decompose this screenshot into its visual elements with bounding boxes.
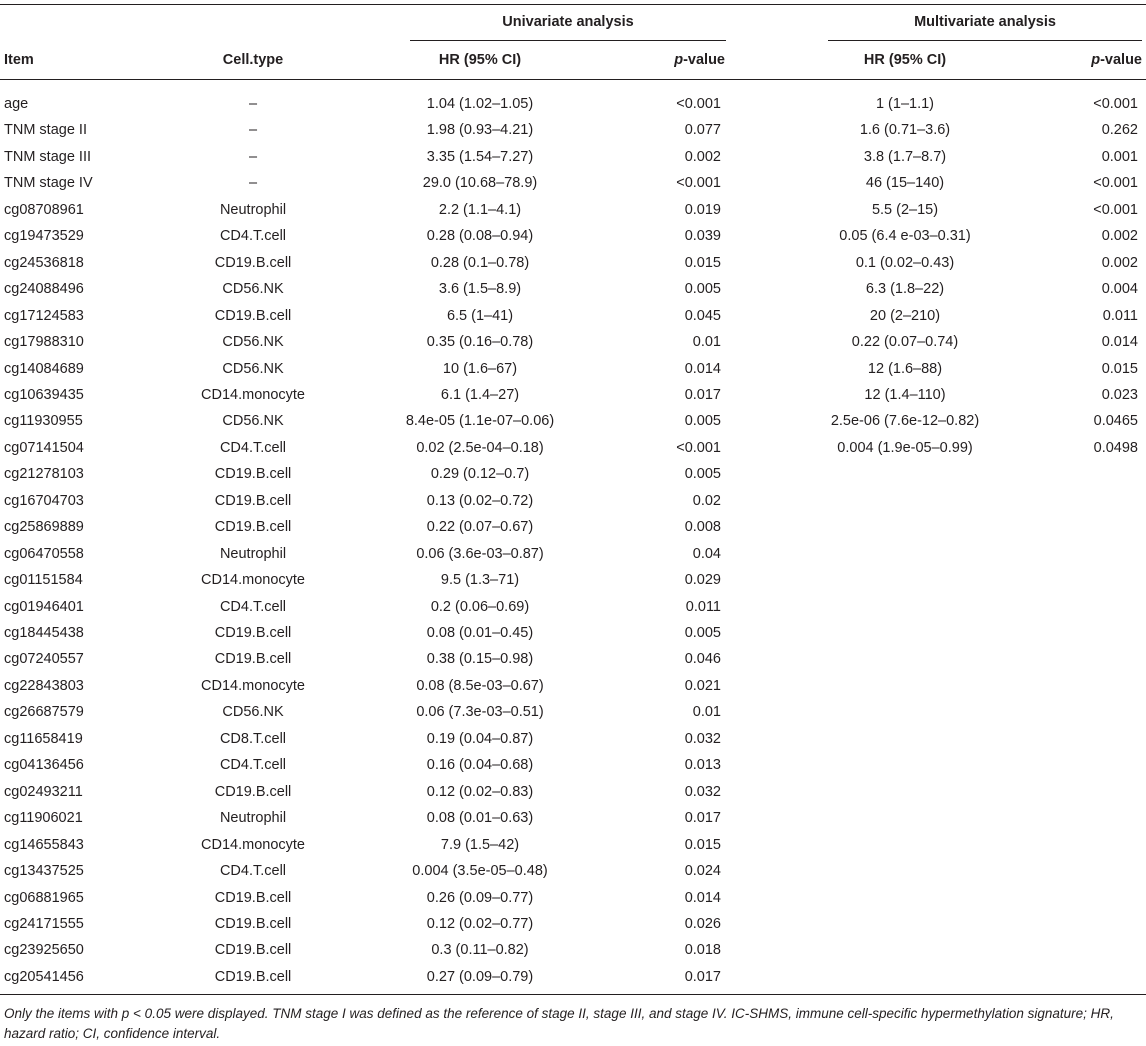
cell-univariate-hr: 2.2 (1.1–4.1) (438, 201, 522, 218)
table-row (0, 887, 1146, 913)
cell-cell-type: CD19.B.cell (214, 519, 292, 536)
cell-univariate-p: 0.077 (684, 122, 721, 139)
cell-multivariate-hr: 6.3 (1.8–22) (865, 281, 945, 298)
cell-univariate-p: <0.001 (676, 175, 721, 192)
cell-cell-type: CD19.B.cell (214, 254, 292, 271)
cell-item: cg01946401 (4, 598, 84, 615)
table-row (0, 569, 1146, 595)
cell-item: cg06881965 (4, 889, 84, 906)
cell-univariate-p: 0.002 (684, 148, 721, 165)
cell-univariate-p: 0.01 (692, 334, 721, 351)
table-row (0, 93, 1146, 119)
table-row (0, 119, 1146, 145)
cell-item: cg10639435 (4, 386, 84, 403)
cell-multivariate-p: 0.001 (1101, 148, 1138, 165)
cell-univariate-p: 0.032 (684, 783, 721, 800)
cell-item: cg24536818 (4, 254, 84, 271)
cell-univariate-hr: 3.6 (1.5–8.9) (438, 281, 522, 298)
cell-univariate-hr: 0.004 (3.5e-05–0.48) (412, 863, 548, 880)
table-row (0, 516, 1146, 542)
cell-multivariate-hr: 12 (1.4–110) (864, 386, 946, 403)
cell-univariate-hr: 0.08 (8.5e-03–0.67) (416, 677, 544, 694)
cell-multivariate-hr: 3.8 (1.7–8.7) (863, 148, 947, 165)
cell-univariate-hr: 0.3 (0.11–0.82) (431, 942, 529, 959)
table-row (0, 728, 1146, 754)
table-row (0, 225, 1146, 251)
cell-item: cg16704703 (4, 492, 84, 509)
cell-item: cg23925650 (4, 942, 84, 959)
cell-cell-type: CD14.monocyte (201, 386, 305, 403)
cell-univariate-p: 0.046 (684, 651, 721, 668)
cell-univariate-p: 0.045 (684, 307, 721, 324)
cell-cell-type: Neutrophil (219, 810, 287, 827)
cell-multivariate-hr: 1.6 (0.71–3.6) (859, 122, 951, 139)
cell-cell-type: CD4.T.cell (219, 757, 287, 774)
cell-item: cg17124583 (4, 307, 84, 324)
cell-cell-type: CD19.B.cell (214, 625, 292, 641)
cell-univariate-hr: 29.0 (10.68–78.9) (422, 175, 538, 192)
cell-cell-type: CD19.B.cell (214, 783, 292, 800)
cell-cell-type: CD56.NK (222, 704, 284, 721)
cell-multivariate-p: 0.015 (1101, 360, 1138, 377)
table-row (0, 305, 1146, 331)
cell-item: cg08708961 (4, 201, 84, 218)
cell-univariate-hr: 9.5 (1.3–71) (440, 572, 520, 589)
cell-item: cg13437525 (4, 863, 84, 880)
cell-cell-type: CD8.T.cell (219, 730, 287, 747)
cell-multivariate-p: 0.002 (1101, 254, 1138, 271)
cell-univariate-p: 0.017 (684, 810, 721, 827)
cell-univariate-hr: 0.2 (0.06–0.69) (430, 598, 530, 615)
cell-multivariate-p: 0.0498 (1093, 439, 1138, 456)
cell-cell-type: – (248, 122, 258, 139)
cell-multivariate-p: <0.001 (1093, 201, 1138, 218)
cell-univariate-p: 0.039 (684, 228, 721, 245)
cell-univariate-hr: 0.08 (0.01–0.45) (426, 625, 534, 641)
cell-univariate-p: 0.005 (684, 625, 721, 641)
cell-univariate-p: 0.029 (684, 572, 721, 589)
cell-item: cg21278103 (4, 466, 84, 483)
table-row (0, 199, 1146, 225)
table-row (0, 278, 1146, 304)
cell-univariate-hr: 0.16 (0.04–0.68) (426, 757, 534, 774)
cell-univariate-p: <0.001 (676, 96, 721, 112)
table-row (0, 437, 1146, 463)
table-row (0, 913, 1146, 939)
cell-item: cg14084689 (4, 360, 84, 377)
cell-item: TNM stage II (4, 122, 87, 139)
cell-item: cg04136456 (4, 757, 84, 774)
cell-univariate-hr: 0.08 (0.01–0.63) (426, 810, 534, 827)
cell-multivariate-p: 0.023 (1101, 386, 1138, 403)
table-row (0, 490, 1146, 516)
cell-univariate-hr: 0.13 (0.02–0.72) (426, 492, 534, 509)
table-row (0, 834, 1146, 860)
cell-cell-type: CD56.NK (222, 413, 284, 430)
cell-multivariate-p: 0.014 (1101, 334, 1138, 351)
cell-univariate-p: 0.017 (684, 386, 721, 403)
cell-univariate-p: 0.018 (684, 942, 721, 959)
cell-multivariate-hr: 2.5e-06 (7.6e-12–0.82) (830, 413, 980, 430)
cell-cell-type: CD56.NK (222, 360, 284, 377)
multivariate-group-header: Multivariate analysis (914, 14, 1056, 30)
cell-cell-type: CD4.T.cell (219, 863, 287, 880)
cell-item: cg07141504 (4, 439, 84, 456)
cell-item: cg02493211 (4, 783, 83, 800)
table-row (0, 675, 1146, 701)
cell-cell-type: CD56.NK (222, 334, 284, 351)
cell-univariate-p: 0.014 (684, 889, 721, 906)
cell-univariate-hr: 1.98 (0.93–4.21) (426, 122, 534, 139)
cell-univariate-hr: 0.12 (0.02–0.83) (426, 783, 534, 800)
table-row (0, 622, 1146, 648)
cell-univariate-hr: 1.04 (1.02–1.05) (426, 96, 534, 112)
cell-cell-type: CD19.B.cell (214, 307, 292, 324)
cell-item: cg11906021 (4, 810, 83, 827)
cell-multivariate-hr: 12 (1.6–88) (867, 360, 943, 377)
table-footnote: Only the items with p < 0.05 were displayed. TNM stage I was defined as the reference of stage II, stage III, and stage IV. IC-SHMS, immune cell-specific hypermethylation signature; HR, hazard ratio; CI, confidence interval. (4, 1006, 1114, 1041)
cell-univariate-hr: 0.12 (0.02–0.77) (426, 915, 534, 932)
cell-univariate-hr: 10 (1.6–67) (442, 360, 518, 377)
col-header-multivariate-hr: HR (95% CI) (863, 52, 947, 68)
cell-univariate-p: 0.005 (684, 413, 721, 430)
cell-univariate-hr: 7.9 (1.5–42) (440, 836, 520, 853)
cell-cell-type: CD56.NK (222, 281, 284, 298)
p-italic: p (674, 52, 684, 68)
cell-item: cg11658419 (4, 730, 83, 747)
cell-cell-type: CD14.monocyte (201, 572, 305, 589)
cell-univariate-p: 0.02 (692, 492, 721, 509)
table-row (0, 860, 1146, 886)
cell-univariate-p: 0.01 (692, 704, 721, 721)
table-row (0, 410, 1146, 436)
table-row (0, 384, 1146, 410)
table-row (0, 701, 1146, 727)
cell-univariate-hr: 0.28 (0.1–0.78) (430, 254, 530, 271)
cell-multivariate-hr: 20 (2–210) (869, 307, 941, 324)
cell-univariate-p: 0.005 (684, 281, 721, 298)
multivariate-group-rule (828, 40, 1142, 41)
table-row (0, 807, 1146, 833)
cell-cell-type: CD4.T.cell (219, 228, 287, 245)
univariate-group-header: Univariate analysis (502, 14, 634, 30)
cell-cell-type: CD19.B.cell (214, 651, 292, 668)
table-row (0, 463, 1146, 489)
col-header-multivariate-p (1017, 50, 1142, 70)
cell-univariate-hr: 0.28 (0.08–0.94) (426, 228, 534, 245)
p-suffix: -value (1100, 52, 1142, 68)
cell-univariate-hr: 0.02 (2.5e-04–0.18) (416, 439, 544, 456)
table-row (0, 358, 1146, 384)
cell-item: cg24171555 (4, 915, 84, 932)
table-row (0, 252, 1146, 278)
header-rule (0, 79, 1146, 80)
univariate-group-rule (410, 40, 726, 41)
cell-cell-type: Neutrophil (219, 201, 287, 218)
top-rule (0, 4, 1146, 5)
cell-multivariate-hr: 5.5 (2–15) (871, 201, 939, 218)
cell-cell-type: CD4.T.cell (219, 598, 287, 615)
table-row (0, 596, 1146, 622)
cell-univariate-p: 0.014 (684, 360, 721, 377)
cell-univariate-hr: 8.4e-05 (1.1e-07–0.06) (405, 413, 555, 430)
cell-univariate-p: 0.032 (684, 730, 721, 747)
cell-univariate-p: 0.015 (684, 836, 721, 853)
table-row (0, 939, 1146, 965)
table-row (0, 146, 1146, 172)
cell-cell-type: CD4.T.cell (219, 439, 287, 456)
cell-cell-type: CD14.monocyte (201, 836, 305, 853)
cell-item: cg24088496 (4, 281, 84, 298)
p-suffix: -value (683, 52, 725, 68)
cell-univariate-hr: 6.1 (1.4–27) (440, 386, 520, 403)
cell-multivariate-hr: 0.1 (0.02–0.43) (855, 254, 955, 271)
cell-item: cg01151584 (4, 572, 83, 589)
cell-item: cg26687579 (4, 704, 84, 721)
cell-multivariate-hr: 0.05 (6.4 e-03–0.31) (839, 228, 971, 245)
table-row (0, 754, 1146, 780)
col-header-univariate-hr: HR (95% CI) (438, 52, 522, 68)
cell-item: TNM stage III (4, 148, 92, 165)
cell-cell-type: CD19.B.cell (214, 968, 292, 985)
table-row (0, 648, 1146, 674)
col-header-cell-type: Cell.type (222, 52, 284, 68)
cell-item: cg22843803 (4, 677, 84, 694)
cell-item: cg25869889 (4, 519, 84, 536)
cell-univariate-hr: 6.5 (1–41) (446, 307, 514, 324)
cell-cell-type: CD19.B.cell (214, 915, 292, 932)
cell-univariate-p: 0.008 (684, 519, 721, 536)
cell-cell-type: CD19.B.cell (214, 889, 292, 906)
cell-univariate-hr: 0.06 (7.3e-03–0.51) (416, 704, 544, 721)
cell-univariate-hr: 0.27 (0.09–0.79) (426, 968, 534, 985)
cell-multivariate-p: 0.262 (1101, 122, 1138, 139)
table-row (0, 543, 1146, 569)
cell-univariate-hr: 0.06 (3.6e-03–0.87) (416, 545, 544, 562)
cell-univariate-p: <0.001 (676, 439, 721, 456)
cell-multivariate-p: 0.0465 (1093, 413, 1138, 430)
cell-item: TNM stage IV (4, 175, 93, 192)
cell-item: cg06470558 (4, 545, 84, 562)
cell-univariate-hr: 0.22 (0.07–0.67) (426, 519, 534, 536)
cell-univariate-p: 0.017 (684, 968, 721, 985)
cell-univariate-hr: 0.38 (0.15–0.98) (426, 651, 534, 668)
cell-univariate-p: 0.013 (684, 757, 721, 774)
cell-item: cg17988310 (4, 334, 84, 351)
cell-univariate-hr: 0.19 (0.04–0.87) (426, 730, 534, 747)
table-row (0, 172, 1146, 198)
cell-item: cg14655843 (4, 836, 84, 853)
cell-multivariate-p: <0.001 (1093, 96, 1138, 112)
cell-univariate-p: 0.024 (684, 863, 721, 880)
cell-cell-type: – (248, 96, 258, 112)
cell-item: cg07240557 (4, 651, 84, 668)
cell-univariate-hr: 0.29 (0.12–0.7) (430, 466, 530, 483)
cell-multivariate-p: 0.011 (1102, 307, 1138, 324)
cell-item: cg11930955 (4, 413, 83, 430)
cell-univariate-p: 0.019 (684, 201, 721, 218)
cell-cell-type: – (248, 148, 258, 165)
table-row (0, 781, 1146, 807)
cell-cell-type: CD19.B.cell (214, 492, 292, 509)
cell-cell-type: Neutrophil (219, 545, 287, 562)
cell-univariate-hr: 0.26 (0.09–0.77) (426, 889, 534, 906)
cell-cell-type: CD19.B.cell (214, 942, 292, 959)
cell-univariate-p: 0.04 (692, 545, 721, 562)
cell-univariate-p: 0.011 (685, 598, 721, 615)
cell-multivariate-hr: 46 (15–140) (865, 175, 945, 192)
cell-multivariate-p: 0.004 (1101, 281, 1138, 298)
cell-multivariate-p: 0.002 (1101, 228, 1138, 245)
cell-cell-type: CD19.B.cell (214, 466, 292, 483)
cell-cell-type: – (248, 175, 258, 192)
cell-cell-type: CD14.monocyte (201, 677, 305, 694)
bottom-rule (0, 994, 1146, 995)
cell-univariate-hr: 0.35 (0.16–0.78) (426, 334, 534, 351)
p-italic: p (1091, 52, 1101, 68)
cell-item: cg20541456 (4, 968, 84, 985)
cell-multivariate-hr: 0.004 (1.9e-05–0.99) (837, 439, 973, 456)
table-row (0, 331, 1146, 357)
cell-univariate-p: 0.005 (684, 466, 721, 483)
cell-univariate-p: 0.026 (684, 915, 721, 932)
col-header-univariate-p (600, 50, 725, 70)
cell-multivariate-hr: 0.22 (0.07–0.74) (851, 334, 959, 351)
cell-univariate-hr: 3.35 (1.54–7.27) (426, 148, 534, 165)
cell-item: age (4, 96, 29, 112)
cell-item: cg19473529 (4, 228, 84, 245)
cell-multivariate-hr: 1 (1–1.1) (875, 96, 935, 112)
cell-univariate-p: 0.021 (684, 677, 721, 694)
cell-univariate-p: 0.015 (684, 254, 721, 271)
table-row (0, 966, 1146, 992)
cell-multivariate-p: <0.001 (1093, 175, 1138, 192)
col-header-item: Item (4, 52, 34, 68)
cell-item: cg18445438 (4, 625, 84, 641)
